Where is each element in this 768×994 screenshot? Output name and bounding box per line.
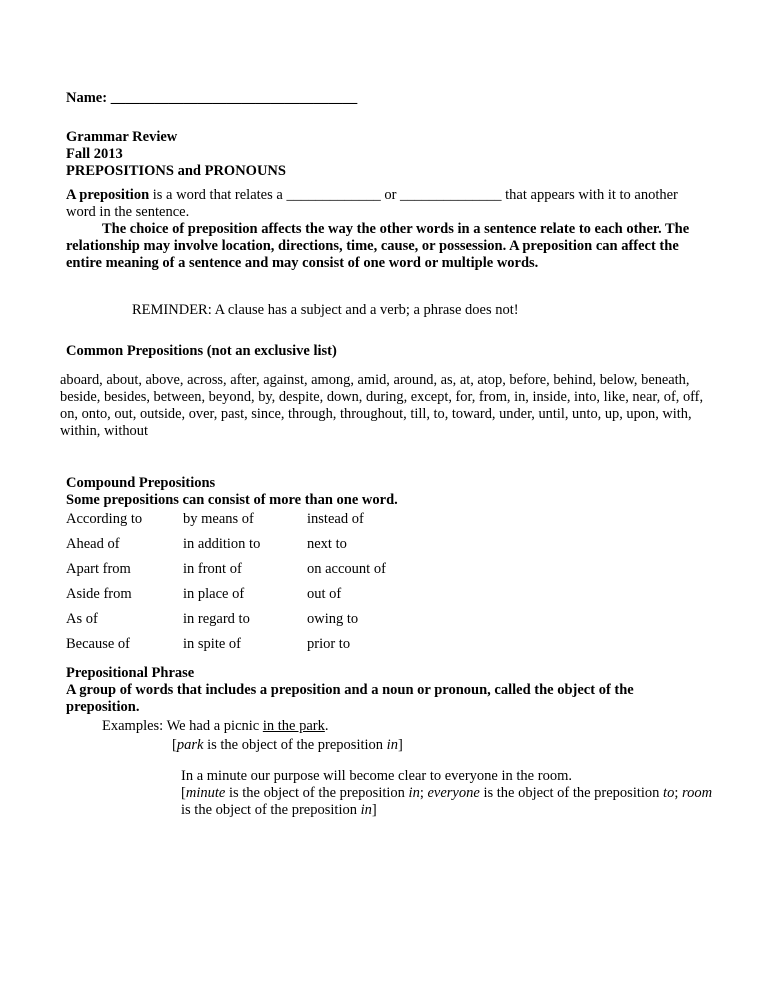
table-cell: Ahead of: [66, 536, 120, 552]
example-1: [102, 718, 328, 735]
example-2-preposition-2: to: [663, 785, 675, 801]
table-row: [66, 536, 386, 561]
example-2-object-1: minute: [185, 785, 226, 801]
table-cell: Apart from: [66, 561, 131, 577]
example-1-sentence-start: We had a picnic: [166, 718, 263, 734]
example-2-preposition-1: in: [408, 785, 420, 801]
bracket-open: [: [172, 737, 177, 753]
name-blank: __________________________________: [110, 90, 358, 106]
name-line: [66, 90, 357, 107]
bracket-close: ]: [397, 737, 403, 753]
table-cell: Aside from: [66, 586, 132, 602]
example-2-note-text-2: is the object of the preposition: [479, 785, 664, 801]
table-cell: in front of: [183, 561, 242, 577]
table-cell: Because of: [66, 636, 131, 652]
table-cell: As of: [66, 611, 98, 627]
prepositional-phrase-section: [66, 665, 706, 716]
example-1-underlined-phrase: in the park: [262, 718, 325, 734]
example-1-preposition: in: [386, 737, 398, 753]
table-cell: instead of: [307, 511, 364, 527]
compound-heading: Compound Prepositions: [66, 475, 216, 491]
table-row: [66, 561, 386, 586]
table-cell: out of: [307, 586, 342, 602]
example-2-object-2: everyone: [427, 785, 480, 801]
definition-bold-paragraph: The choice of preposition affects the way the other words in a sentence relate to each other. The relationship may involve location, directions, time, cause, or possession. A preposition can affect the entire meaning of a sentence and may consist of one word or multiple words.: [66, 221, 690, 271]
table-row: [66, 611, 386, 636]
table-cell: next to: [307, 536, 347, 552]
reminder-note: REMINDER: A clause has a subject and a verb; a phrase does not!: [132, 302, 519, 318]
compound-prepositions-table: [66, 511, 386, 661]
example-2-sentence: In a minute our purpose will become clear to everyone in the room.: [181, 768, 572, 784]
compound-subheading: Some prepositions can consist of more than one word.: [66, 492, 398, 508]
header-title: Grammar Review: [66, 129, 178, 145]
common-prepositions-heading: Common Prepositions (not an exclusive list): [66, 343, 337, 359]
table-cell: by means of: [183, 511, 254, 527]
definition-text: is a word that relates a _____________ or ______________ that appears with it to another word in the sentence.: [66, 187, 678, 220]
table-cell: on account of: [307, 561, 386, 577]
examples-label: Examples:: [102, 718, 167, 734]
example-2-object-3: room: [681, 785, 713, 801]
definition-term: A preposition: [66, 187, 150, 203]
table-cell: According to: [66, 511, 143, 527]
table-cell: in spite of: [183, 636, 241, 652]
table-row: [66, 586, 386, 611]
phrase-heading: Prepositional Phrase: [66, 665, 195, 681]
example-1-note: [172, 737, 403, 754]
header-topic: PREPOSITIONS and PRONOUNS: [66, 163, 286, 179]
document-header: [66, 129, 286, 180]
table-row: [66, 511, 386, 536]
table-cell: in place of: [183, 586, 245, 602]
common-prepositions-list: aboard, about, above, across, after, against, among, amid, around, as, at, atop, before, behind, below, beneath, beside, besides, between, beyond, by, despite, down, during, except, for, from, in, inside, into, like, near, of, off, on, onto, out, outside, over, past, since, through, throughout, till, to, toward, under, until, unto, up, upon, with, within, without: [60, 372, 704, 439]
phrase-definition: A group of words that includes a preposition and a noun or pronoun, called the object of the preposition.: [66, 682, 634, 715]
example-1-object: park: [176, 737, 204, 753]
table-cell: prior to: [307, 636, 351, 652]
example-2-note-text-3: is the object of the preposition: [181, 802, 361, 818]
compound-prepositions-heading: [66, 475, 398, 509]
table-cell: owing to: [307, 611, 359, 627]
example-2-preposition-3: in: [360, 802, 372, 818]
example-1-note-text: is the object of the preposition: [203, 737, 387, 753]
preposition-definition: [66, 187, 706, 272]
table-cell: in regard to: [183, 611, 250, 627]
name-label: Name:: [66, 90, 108, 106]
table-cell: in addition to: [183, 536, 261, 552]
example-2: [181, 768, 721, 819]
example-2-note-text-1: is the object of the preposition: [225, 785, 409, 801]
example-2-note: [minute is the object of the preposition in; everyone is the object of the preposition to; room is the object of the preposition in]: [181, 785, 713, 818]
example-1-period: .: [324, 718, 329, 734]
table-row: [66, 636, 386, 661]
header-term: Fall 2013: [66, 146, 123, 162]
